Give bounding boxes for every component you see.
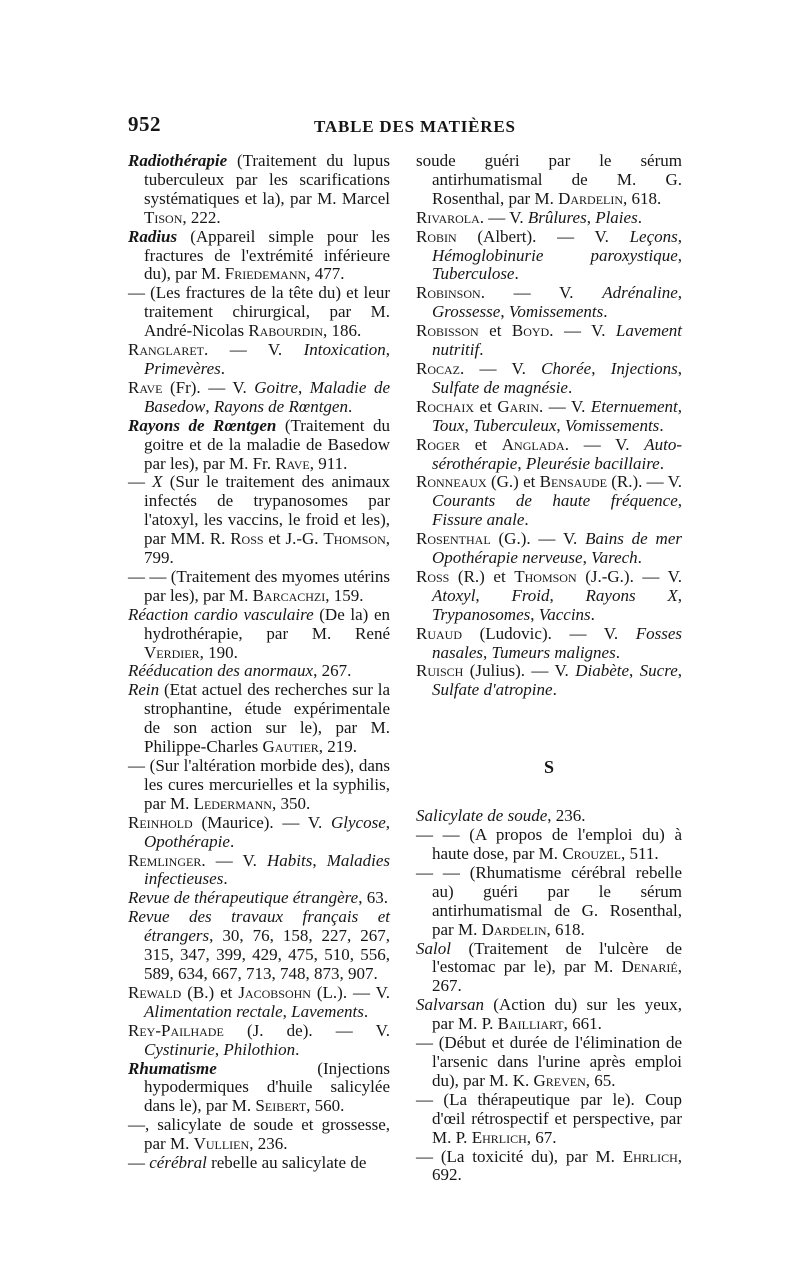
section-letter-heading: S [543,757,554,778]
page-number: 952 [128,112,161,136]
index-entry: Ross (R.) et Thomson (J.-G.). — V. Atoxyl, Froid, Rayons X, Trypanosomes, Vaccins. [416,566,682,624]
index-entry: Rhumatisme (Injections hypodermiques d'huile salicylée dans le), par M. Seibert, 560. [128,1058,390,1116]
index-entry: Ruaud (Ludovic). — V. Fosses nasales, Tumeurs malignes. [416,623,682,662]
index-entry: Remlinger. — V. Habits, Maladies infectieuses. [128,850,390,889]
index-entry: Ronneaux (G.) et Bensaude (R.). — V. Courants de haute fréquence, Fissure anale. [416,472,682,530]
index-entry: Robisson et Boyd. — V. Lavement nutritif. [416,321,682,360]
index-entry: —, salicylate de soude et grossesse, par M. Vullien, 236. [128,1115,390,1154]
index-entry: — (La thérapeutique par le). Coup d'œil rétrospectif et perspective, par M. P. Ehrlich, 67. [416,1089,682,1147]
index-entry: — — (A propos de l'emploi du) à haute dose, par M. Crouzel, 511. [416,825,682,863]
index-entry: — (Début et durée de l'élimination de l'arsenic dans l'urine après emploi du), par M. K. Greven, 65. [416,1033,682,1090]
index-entry: — (Les fractures de la tête du) et leur traitement chirurgical, par M. André-Nicolas Rabourdin, 186. [128,283,390,341]
index-entry: Rein (Etat actuel des recherches sur la strophantine, étude expérimentale de son action sur le), par M. Philippe-Charles Gautier, 219. [128,680,390,757]
index-entry: — — (Rhumatisme cérébral rebelle au) guéri par le sérum antirhumatismal de G. Rosenthal, par M. Dardelin, 618. [416,862,682,939]
index-entry: Rocaz. — V. Chorée, Injections, Sulfate de magnésie. [416,358,683,397]
index-entry: — (La toxicité du), par M. Ehrlich, 692. [416,1146,682,1185]
running-title: TABLE DES MATIÈRES [314,117,516,136]
index-entry: Rivarola. — V. Brûlures, Plaies. [416,207,642,227]
index-entry: Rewald (B.) et Jacobsohn (L.). — V. Alimentation rectale, Lavements. [128,982,390,1021]
right-column [416,152,682,1185]
index-entry: Salicylate de soude, 236. [416,806,586,826]
index-entry: Radius (Appareil simple pour les fractures de l'extrémité inférieure du), par M. Friedemann, 477. [128,226,390,284]
index-entry: Rayons de Rœntgen (Traitement du goitre et de la maladie de Basedow par les), par M. Fr. Rave, 911. [128,415,390,473]
index-entry: Ranglaret. — V. Intoxication, Primevères. [128,340,390,378]
right-column-top [416,152,682,700]
index-entry: Radiothérapie (Traitement du lupus tuberculeux par les scarifications systématiques et la), par M. Marcel Tison, 222. [128,151,390,227]
index-entry: Rééducation des anormaux, 267. [128,661,352,681]
index-entry: Salvarsan (Action du) sur les yeux, par M. P. Bailliart, 661. [416,995,682,1034]
left-column [128,152,390,1173]
index-entry: Ruisch (Julius). — V. Diabète, Sucre, Sulfate d'atropine. [416,661,682,700]
index-entry: Robinson. — V. Adrénaline, Grossesse, Vomissements. [416,283,682,322]
index-entry: Robin (Albert). — V. Leçons, Hémoglobinurie paroxystique, Tuberculose. [416,226,682,284]
index-entry: — (Sur l'altération morbide des), dans les cures mercurielles et la syphilis, par M. Ledermann, 350. [128,756,390,813]
index-entry: — cérébral rebelle au salicylate de [128,1153,367,1173]
index-entry: Roger et Anglada. — V. Auto-sérothérapie, Pleurésie bacillaire. [416,434,682,473]
index-entry: Réaction cardio vasculaire (De la) en hydrothérapie, par M. René Verdier, 190. [128,604,391,662]
index-entry: soude guéri par le sérum antirhumatismal de M. G. Rosenthal, par M. Dardelin, 618. [416,151,682,208]
index-entry: Salol (Traitement de l'ulcère de l'estomac par le), par M. Denarié, 267. [416,938,682,996]
index-entry: Rey-Pailhade (J. de). — V. Cystinurie, Philothion. [128,1020,390,1059]
right-column-bottom [416,807,682,1185]
index-entry: Reinhold (Maurice). — V. Glycose, Opothérapie. [128,812,390,851]
index-entry: — — (Traitement des myomes utérins par les), par M. Barcachzi, 159. [128,566,390,605]
index-entry: Rochaix et Garin. — V. Eternuement, Toux, Tuberculeux, Vomissements. [416,396,682,435]
index-entry: Rosenthal (G.). — V. Bains de mer Opothérapie nerveuse, Varech. [416,529,682,568]
index-entry: — X (Sur le traitement des animaux infectés de trypanosomes par l'atoxyl, les vaccins, le froid et les), par MM. R. Ross et J.-G. Thomson, 799. [128,472,390,568]
index-entry: Rave (Fr). — V. Goitre, Maladie de Basedow, Rayons de Rœntgen. [128,377,390,416]
index-entry: Revue des travaux français et étrangers, 30, 76, 158, 227, 267, 315, 347, 399, 429, 475, 510, 556, 589, 634, 667, 713, 748, 873, 907. [128,907,390,983]
index-entry: Revue de thérapeutique étrangère, 63. [128,888,388,908]
